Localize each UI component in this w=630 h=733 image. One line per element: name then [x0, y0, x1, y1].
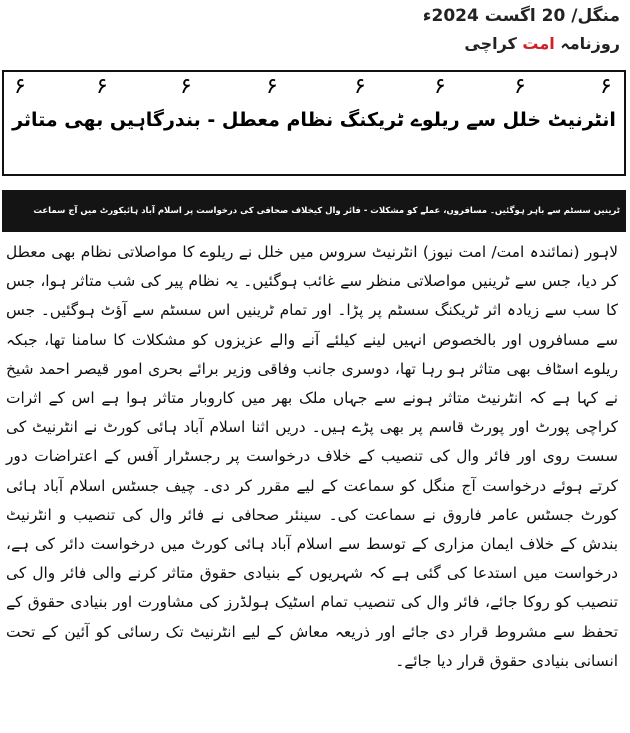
- article-body: [6, 238, 618, 676]
- source-city: کراچی: [464, 34, 517, 53]
- source-brand: امت: [522, 34, 555, 53]
- headline: انٹرنیٹ خلل سے ریلوے ٹریکنگ نظام معطل - بندرگاہیں بھی متاثر: [12, 109, 616, 131]
- ornament-icon: ۶: [514, 74, 526, 99]
- source-prefix: روزنامہ: [560, 34, 620, 53]
- dateline: منگل/ 20 اگست 2024ء: [422, 6, 620, 26]
- ornament-icon: ۶: [266, 74, 278, 99]
- ornament-icon: ۶: [354, 74, 366, 99]
- ornament-icon: ۶: [180, 74, 192, 99]
- ornament-icon: ۶: [434, 74, 446, 99]
- ornament-icon: ۶: [96, 74, 108, 99]
- headline-box: [2, 70, 626, 176]
- subhead-bar: [2, 190, 626, 232]
- ornament-icon: ۶: [600, 74, 612, 99]
- source-line: [320, 32, 620, 56]
- masthead-meta: [320, 4, 620, 56]
- subhead: ٹرینیں سسٹم سے باہر ہوگئیں۔ مسافروں، عملے کو مشکلات - فائر وال کیخلاف صحافی کی درخواست پر اسلام آباد ہائیکورٹ میں آج سماعت: [33, 206, 620, 216]
- ornament-icon: ۶: [14, 74, 26, 99]
- article-paragraph: لاہور (نمائندہ امت/ امت نیوز) انٹرنیٹ سروس میں خلل نے ریلوے کا مواصلاتی نظام بھی معطل کر دیا، جس سے ٹرینیں مواصلاتی منظر سے غائب ہوگئیں۔ یہ نظام پیر کی شب متاثر ہوا، جس کا سب سے زیادہ اثر ٹریکنگ سسٹم پر پڑا۔ اور تمام ٹرینیں اس سسٹم سے آؤٹ ہوگئیں۔ جس سے مسافروں اور بالخصوص انہیں لینے کیلئے آنے والے عزیزوں کو مشکلات کا سامنا تھا، جبکہ ریلوے اسٹاف بھی متاثر ہو رہا تھا، دوسری جانب وفاقی وزیر برائے بحری امور قیصر احمد شیخ نے کہا ہے کہ انٹرنیٹ متاثر ہونے سے جہاں ملک بھر میں کاروبار متاثر ہوا ہے اس کے اثرات کراچی پورٹ اور پورٹ قاسم پر بھی پڑے ہیں۔ دریں اثنا اسلام آباد ہائی کورٹ نے انٹرنیٹ کی سست روی اور فائر وال کی تنصیب کے خلاف درخواست پر رجسٹرار آفس کے اعتراضات دور کرتے ہوئے درخواست آج منگل کو سماعت کے لیے مقرر کر دی۔ چیف جسٹس اسلام آباد ہائی کورٹ جسٹس عامر فاروق نے سماعت کی۔ سینئر صحافی نے فائر وال کی تنصیب و انٹرنیٹ بندش کے خلاف ایمان مزاری کے توسط سے اسلام آباد ہائی کورٹ میں درخواست دائر کی ہے، درخواست میں استدعا کی گئی ہے کہ شہریوں کے بنیادی حقوق متاثر کرنے والی فائر وال کی تنصیب کو روکا جائے، فائر وال کی تنصیب تمام اسٹیک ہولڈرز کی مشاورت اور بنیادی حقوق کے تحفظ سے مشروط قرار دی جائے اور ذریعہ معاش کے لیے انٹرنیٹ تک رسائی کو آئین کے تحت انسانی بنیادی حقوق قرار دیا جائے۔: [6, 243, 618, 670]
